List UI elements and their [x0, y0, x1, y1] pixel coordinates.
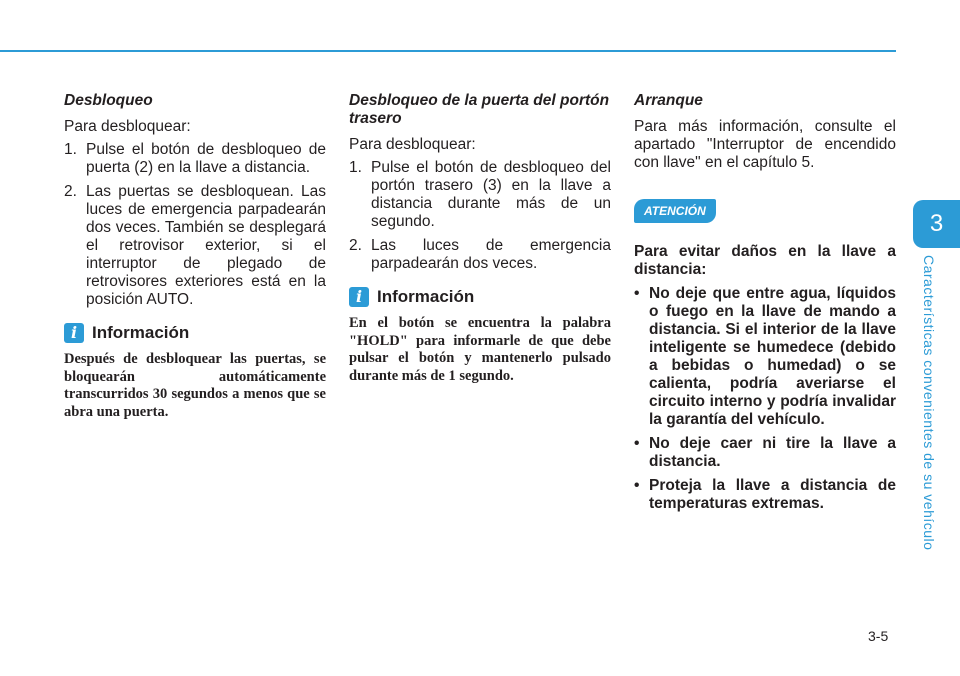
steps-list [64, 141, 326, 309]
list-item: 1. Pulse el botón de desbloqueo del portón trasero (3) en la llave a distancia durante más de un segundo. [349, 159, 611, 230]
info-icon: i [64, 323, 84, 343]
chapter-tab: 3 [913, 200, 960, 248]
info-body: En el botón se encuentra la palabra "HOLD" para informarle de que debe pulsar el botón y mantenerlo pulsado durante más de 1 segundo. [349, 315, 611, 384]
info-icon: i [349, 287, 369, 307]
chapter-title: Características convenientes de su vehículo [921, 255, 937, 551]
warning-badge: ATENCIÓN [634, 199, 716, 223]
page-number: 3-5 [868, 628, 889, 644]
list-item: 2. Las puertas se desbloquean. Las luces de emergencia parpadearán dos veces. También se desplegará el retrovisor exterior, si el interruptor de plegado de retrovisores exteriores está en la posición AUTO. [64, 183, 326, 308]
section-heading: Desbloqueo [64, 92, 153, 109]
header-rule [0, 50, 896, 52]
bullet-icon: • [634, 285, 640, 302]
info-header [64, 323, 326, 343]
list-item: 2. Las luces de emergencia parpadearán dos veces. [349, 237, 611, 272]
column-desbloqueo [64, 92, 326, 421]
intro-text: Para desbloquear: [349, 136, 476, 153]
section-heading: Desbloqueo de la puerta del portón trasero [349, 92, 610, 127]
intro-text: Para desbloquear: [64, 118, 191, 135]
bullet-icon: • [634, 477, 640, 494]
column-porton-trasero [349, 92, 611, 385]
info-title: Información [377, 287, 475, 306]
section-heading: Arranque [634, 92, 703, 109]
list-item: • No deje caer ni tire la llave a distancia. [634, 435, 896, 470]
info-body: Después de desbloquear las puertas, se bloquearán automáticamente transcurridos 30 segundos a menos que se abra una puerta. [64, 351, 326, 420]
warning-list [634, 285, 896, 513]
list-item: • Proteja la llave a distancia de temperaturas extremas. [634, 477, 896, 512]
body-text: Para más información, consulte el apartado "Interruptor de encendido con llave" en el capítulo 5. [634, 118, 896, 171]
warning-block [634, 243, 896, 513]
warning-intro: Para evitar daños en la llave a distancia: [634, 243, 896, 278]
bullet-icon: • [634, 435, 640, 452]
info-title: Información [92, 323, 190, 342]
info-header [349, 287, 611, 307]
steps-list [349, 159, 611, 273]
column-arranque [634, 92, 896, 519]
list-item: 1. Pulse el botón de desbloqueo de puerta (2) en la llave a distancia. [64, 141, 326, 176]
list-item: • No deje que entre agua, líquidos o fuego en la llave de mando a distancia. Si el interior de la llave inteligente se humedece (debido a bebidas o humedad) o se calienta, podría averiarse el circuito interno y podría invalidar la garantía del vehículo. [634, 285, 896, 428]
